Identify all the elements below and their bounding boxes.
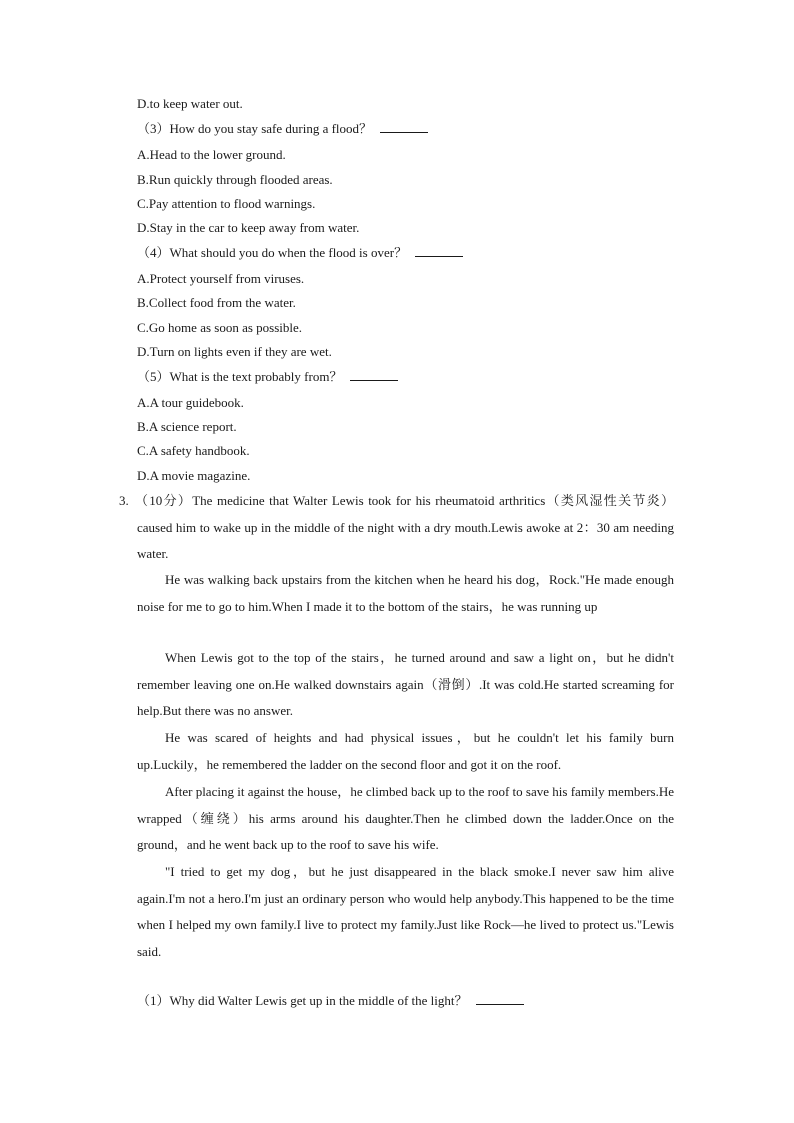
q3-sub1-prompt bbox=[137, 993, 524, 1009]
q2-sub4-option-c: C.Go home as soon as possible. bbox=[137, 320, 303, 335]
passage-paragraph-2: He was walking back upstairs from the kitchen when he heard his dog，Rock."He made enough noise for me to go to him.When I made it to the bottom of the stairs，he was running up bbox=[137, 572, 674, 614]
q2-sub5-option-a: A.A tour guidebook. bbox=[137, 395, 244, 410]
passage-paragraph-4: He was scared of heights and had physical issues，but he couldn't let his family burn up.Luckily，he remembered the ladder on the second floor and got it on the roof. bbox=[137, 730, 674, 772]
q2-sub4-option-b: B.Collect food from the water. bbox=[137, 295, 296, 310]
answer-blank[interactable] bbox=[350, 369, 398, 381]
passage-paragraph-5: After placing it against the house，he climbed back up to the roof to save his family members.He wrapped（缠绕）his arms around his daughter.Then he climbed down the ladder.Once on the ground，and he went back up to the roof to save his wife. bbox=[137, 784, 674, 852]
passage-paragraph-3: When Lewis got to the top of the stairs，he turned around and saw a light on，but he didn't remember leaving one on.He walked downstairs again（滑倒）.It was cold.He started screaming for help.But there was no answer. bbox=[137, 650, 674, 718]
q2-sub4-option-a: A.Protect yourself from viruses. bbox=[137, 271, 305, 286]
q2-sub3-option-a: A.Head to the lower ground. bbox=[137, 147, 286, 162]
q2-sub5-prompt-text: （5）What is the text probably from？ bbox=[137, 369, 343, 384]
passage-paragraph-6: "I tried to get my dog，but he just disappeared in the black smoke.I never saw him alive again.I'm not a hero.I'm just an ordinary person who would help anybody.This happened to be the time when I helped my own family.I live to protect my family.Just like Rock—he lived to protect us."Lewis said. bbox=[137, 864, 674, 959]
answer-blank[interactable] bbox=[476, 993, 524, 1005]
question-number: 3. bbox=[119, 493, 129, 508]
q2-sub5-option-c: C.A safety handbook. bbox=[137, 443, 250, 458]
q2-sub4-option-d: D.Turn on lights even if they are wet. bbox=[137, 344, 332, 359]
q2-sub5-prompt bbox=[137, 369, 398, 385]
q2-sub4-prompt-text: （4）What should you do when the flood is over？ bbox=[137, 245, 408, 260]
answer-blank[interactable] bbox=[380, 121, 428, 133]
q2-option-d-prev: D.to keep water out. bbox=[137, 96, 243, 111]
q2-sub5-option-d: D.A movie magazine. bbox=[137, 468, 251, 483]
question-score: （10分） bbox=[135, 493, 193, 508]
answer-blank[interactable] bbox=[415, 245, 463, 257]
q2-sub3-option-c: C.Pay attention to flood warnings. bbox=[137, 196, 316, 211]
q2-sub4-prompt bbox=[137, 245, 463, 261]
q2-sub5-option-b: B.A science report. bbox=[137, 419, 237, 434]
q3-sub1-prompt-text: （1）Why did Walter Lewis get up in the middle of the light？ bbox=[137, 993, 468, 1008]
q2-sub3-option-d: D.Stay in the car to keep away from water. bbox=[137, 220, 360, 235]
q2-sub3-option-b: B.Run quickly through flooded areas. bbox=[137, 172, 333, 187]
q2-sub3-prompt-text: （3）How do you stay safe during a flood？ bbox=[137, 121, 373, 136]
passage-paragraph-1-text: The medicine that Walter Lewis took for his rheumatoid arthritics（类风湿性关节炎）caused him to wake up in the middle of the night with a dry mouth.Lewis awoke at 2：30 am needing water. bbox=[137, 493, 674, 561]
passage-paragraph-1 bbox=[137, 488, 674, 568]
q2-sub3-prompt bbox=[137, 121, 428, 137]
